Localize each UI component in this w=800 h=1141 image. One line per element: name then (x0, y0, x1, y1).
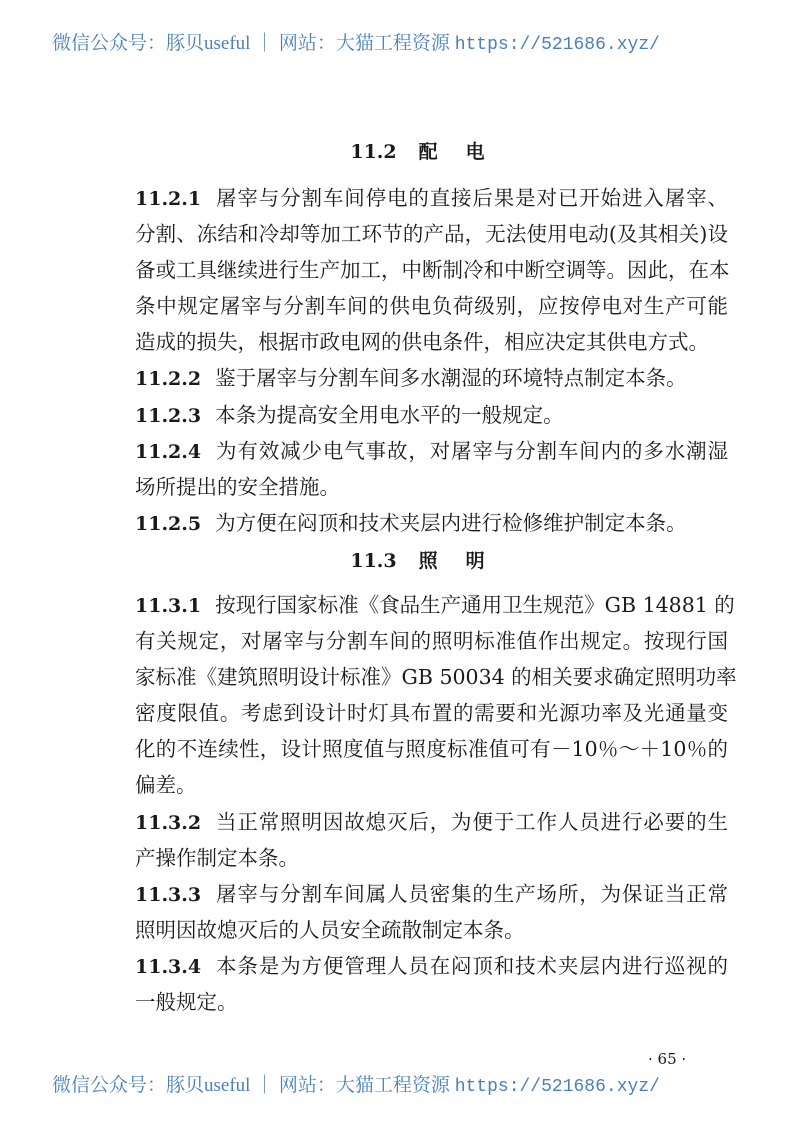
text-line (135, 731, 728, 767)
section-title: 照明 (418, 549, 513, 572)
text-line (135, 767, 728, 803)
clause-number: 11.3.4 (135, 955, 202, 978)
text-line (135, 360, 728, 396)
section-heading (135, 134, 728, 170)
watermark-bottom (52, 1070, 752, 1097)
clause-number: 11.3.2 (135, 811, 202, 834)
clause-text: 为方便在闷顶和技术夹层内进行检修维护制定本条。 (215, 510, 687, 535)
text-line (135, 469, 728, 505)
clause (135, 587, 737, 804)
clause (135, 433, 728, 505)
clause-number: 11.2.5 (135, 512, 202, 535)
watermark-text: 微信公众号：豚贝useful ｜ 网站：大猫工程资源 (52, 1075, 455, 1096)
section-heading (135, 543, 728, 579)
text-line (135, 659, 737, 695)
clause-text: 按现行国家标准《食品生产通用卫生规范》GB 14881 的 (215, 592, 735, 617)
clause (135, 180, 728, 360)
clause-text: 分割、冻结和冷却等加工环节的产品，无法使用电动(及其相关)设 (135, 222, 728, 247)
page-number: · 65 · (648, 1050, 687, 1068)
text-line (135, 324, 728, 360)
clause-number: 11.2.1 (135, 188, 202, 210)
clause-text: 偏差。 (135, 773, 197, 798)
clause-text: 屠宰与分割车间停电的直接后果是对已开始进入屠宰、 (215, 186, 728, 210)
clause (135, 876, 728, 948)
clause-text: 本条是为方便管理人员在闷顶和技术夹层内进行巡视的 (215, 953, 728, 978)
section-number: 11.3 (350, 549, 397, 572)
text-line (135, 587, 735, 623)
text-line (135, 180, 728, 216)
clause-text: 产操作制定本条。 (135, 845, 299, 870)
clause-text: 一般规定。 (135, 989, 238, 1014)
watermark-url: https://521686.xyz/ (454, 35, 660, 55)
clause-text: 家标准《建筑照明设计标准》GB 50034 的相关要求确定照明功率 (135, 665, 737, 690)
text-line (135, 804, 728, 840)
clause-number: 11.2.2 (135, 368, 202, 391)
clause-text: 照明因故熄灭后的人员安全疏散制定本条。 (135, 917, 525, 942)
clause-text: 化的不连续性，设计照度值与照度标准值可有－10％～＋10％的 (135, 737, 728, 762)
text-line (135, 876, 728, 912)
text-line (135, 984, 728, 1020)
watermark-text: 微信公众号：豚贝useful ｜ 网站：大猫工程资源 (52, 33, 455, 54)
watermark-url: https://521686.xyz/ (454, 1077, 660, 1097)
clause-number: 11.2.3 (135, 404, 202, 427)
text-line (135, 695, 728, 731)
clause (135, 397, 728, 433)
clause-text: 屠宰与分割车间属人员密集的生产场所，为保证当正常 (215, 881, 728, 906)
clause (135, 505, 728, 541)
text-line (135, 840, 728, 876)
clause-text: 场所提出的安全措施。 (135, 474, 340, 499)
text-line (135, 397, 728, 433)
clause-number: 11.2.4 (135, 440, 202, 463)
text-line (135, 505, 728, 541)
clause-text: 有关规定，对屠宰与分割车间的照明标准值作出规定。按现行国 (135, 629, 728, 654)
clause-text: 当正常照明因故熄灭后，为便于工作人员进行必要的生 (215, 809, 728, 834)
clause (135, 948, 728, 1020)
clause-text: 为有效减少电气事故，对屠宰与分割车间内的多水潮湿 (215, 438, 728, 463)
text-line (135, 433, 728, 469)
text-line (135, 912, 728, 948)
clause-text: 本条为提高安全用电水平的一般规定。 (215, 402, 564, 427)
clause-text: 鉴于屠宰与分割车间多水潮湿的环境特点制定本条。 (215, 366, 687, 391)
clause-text: 备或工具继续进行生产加工，中断制冷和中断空调等。因此，在本 (135, 258, 730, 283)
text-line (135, 252, 728, 288)
clause (135, 360, 728, 396)
text-line (135, 288, 728, 324)
text-line (135, 623, 728, 659)
clause-text: 密度限值。考虑到设计时灯具布置的需要和光源功率及光通量变 (135, 701, 728, 726)
clause (135, 804, 728, 876)
clause-number: 11.3.1 (135, 594, 202, 617)
text-line (135, 948, 728, 984)
section-number: 11.2 (350, 141, 397, 163)
document-body (135, 134, 737, 1020)
clause-text: 造成的损失，根据市政电网的供电条件，相应决定其供电方式。 (135, 330, 709, 355)
clause-number: 11.3.3 (135, 883, 202, 906)
section-title: 配电 (418, 141, 513, 163)
text-line (135, 216, 728, 252)
watermark-top (52, 28, 752, 55)
clause-text: 条中规定屠宰与分割车间的供电负荷级别，应按停电对生产可能 (135, 294, 728, 319)
